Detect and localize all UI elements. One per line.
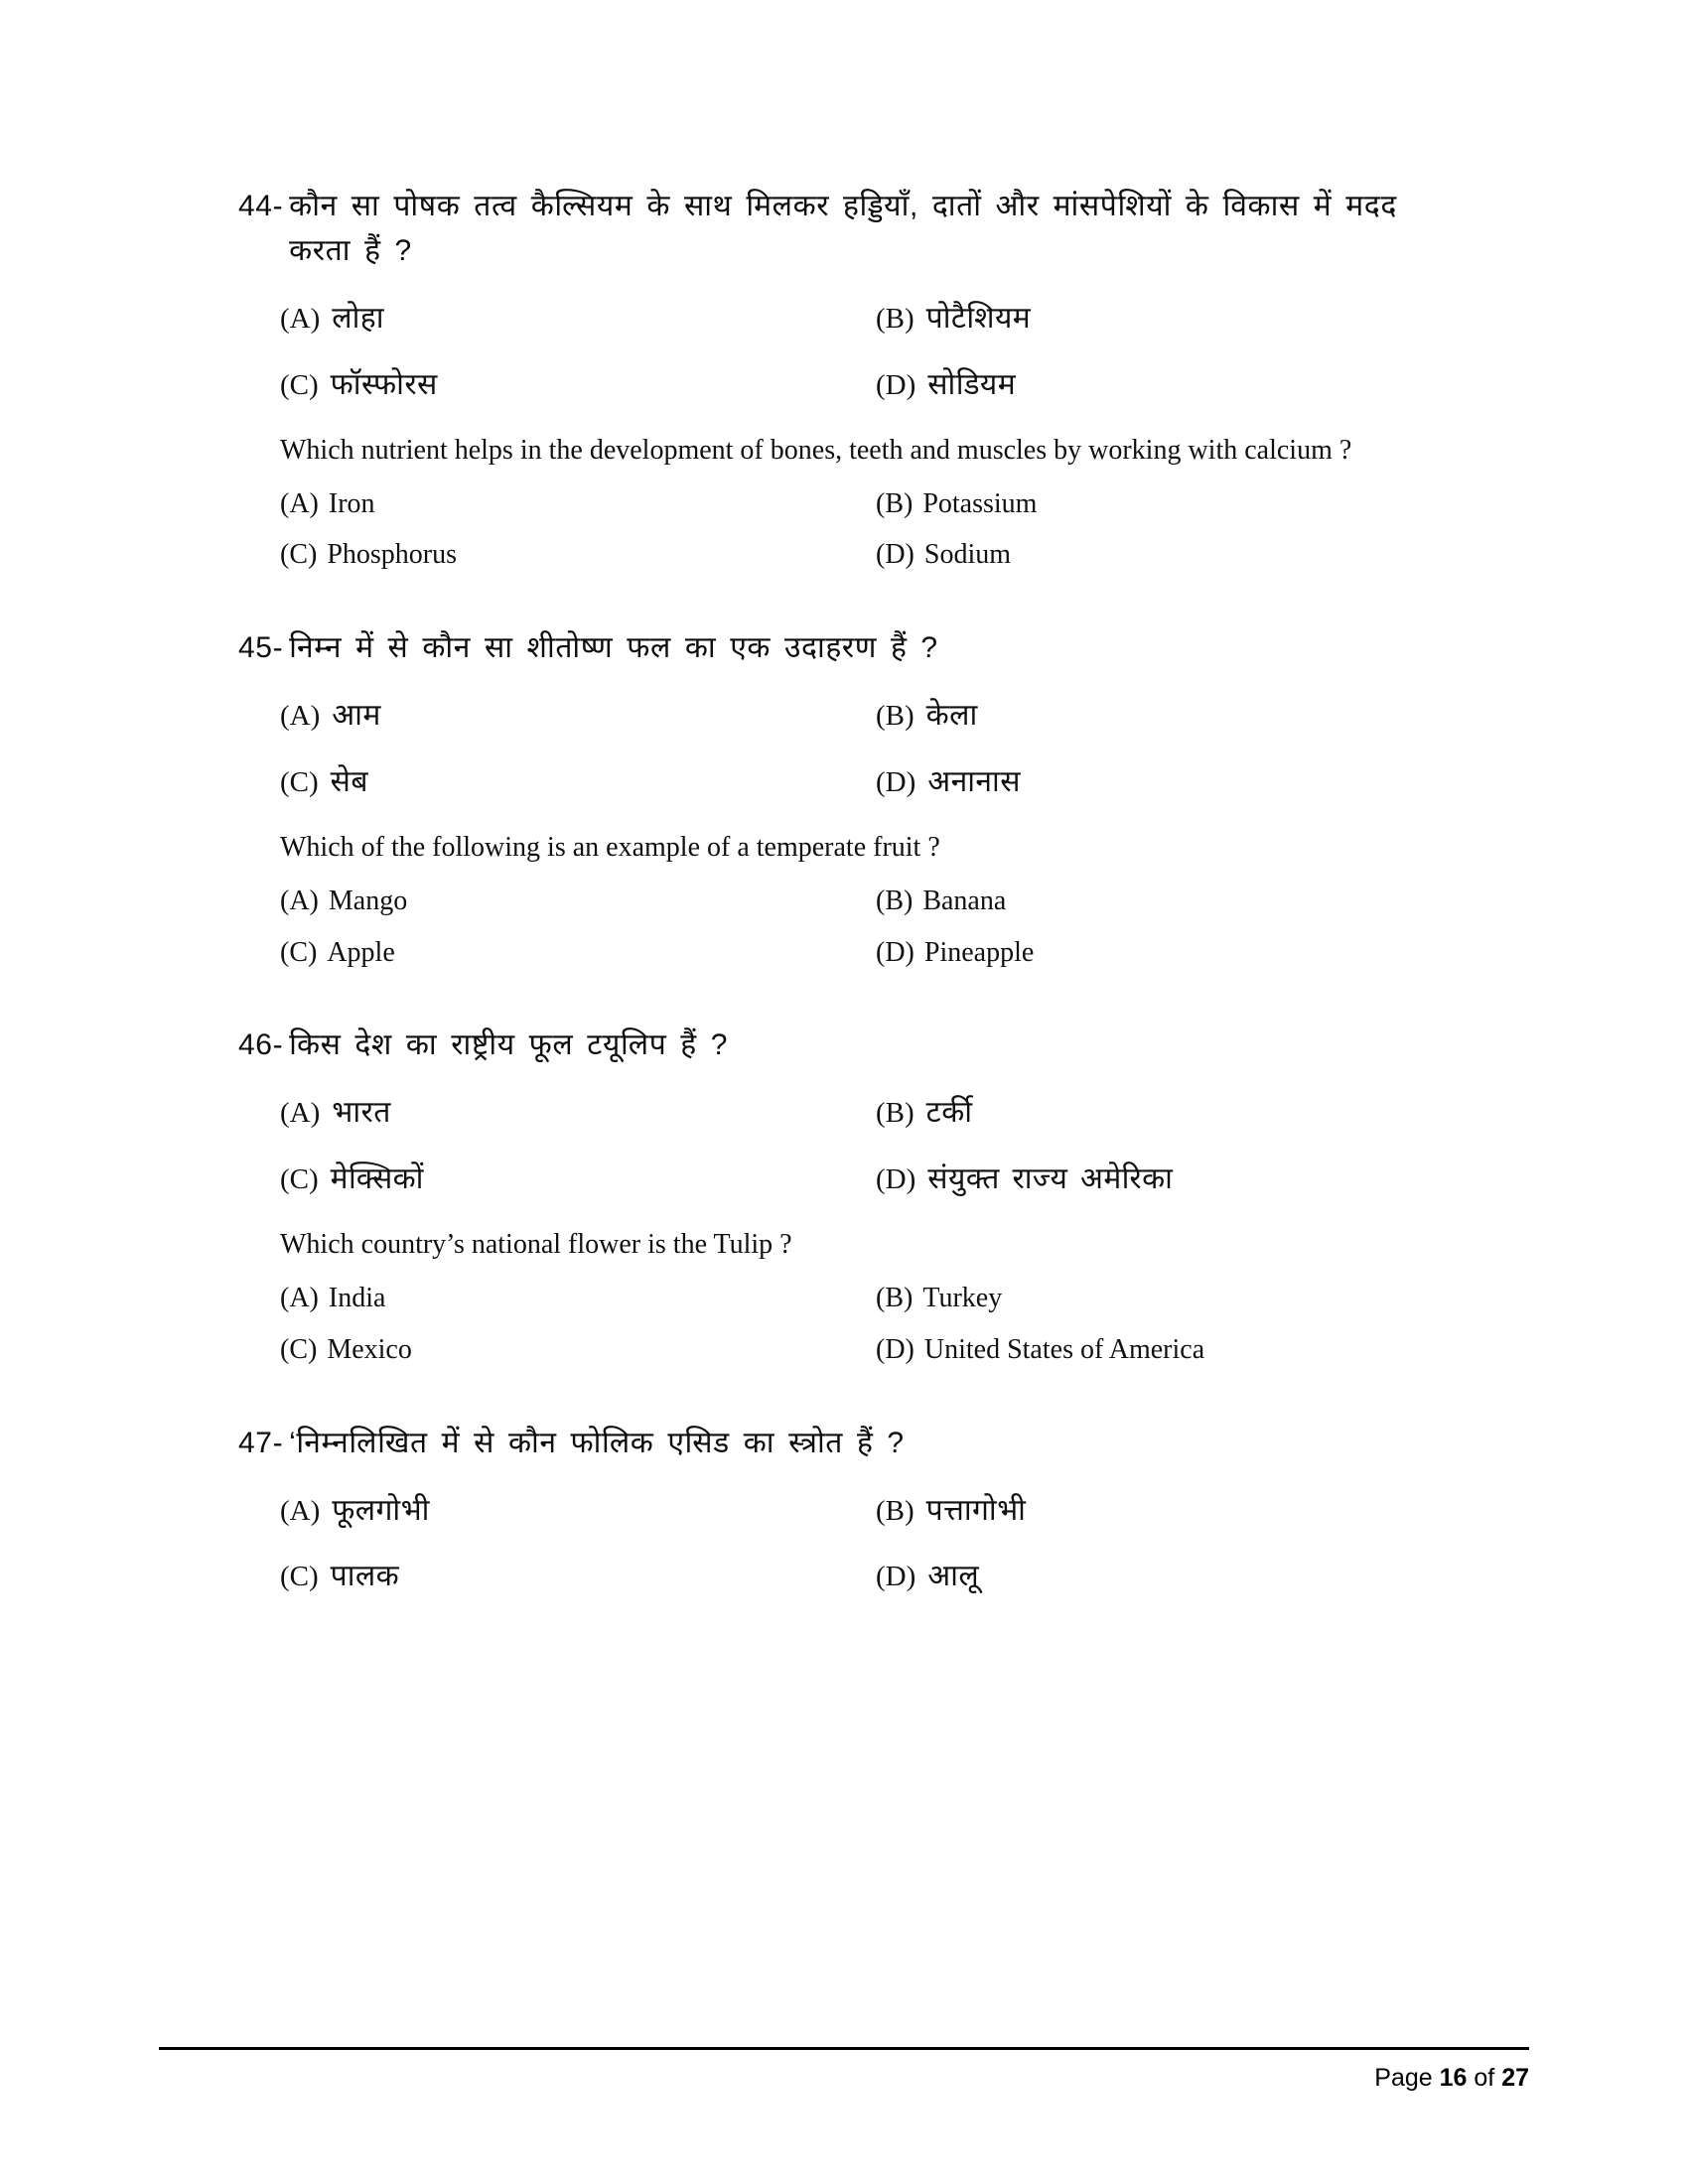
option-text-d: Sodium — [923, 539, 1012, 571]
option-45-english-a[interactable] — [280, 883, 876, 920]
option-text-a: लोहा — [332, 302, 384, 335]
option-text-b: Turkey — [922, 1282, 1003, 1313]
option-47-hindi-a[interactable] — [280, 1491, 876, 1532]
option-label-c: (C) — [280, 1333, 318, 1365]
option-text-d: आलू — [927, 1560, 980, 1593]
option-text-c: Mexico — [327, 1333, 412, 1365]
option-label-b: (B) — [876, 885, 914, 916]
option-46-hindi-c[interactable] — [280, 1160, 876, 1200]
option-46-hindi-d[interactable] — [876, 1160, 1470, 1200]
option-45-hindi-b[interactable] — [876, 696, 1470, 737]
question-hindi-45 — [238, 625, 1470, 670]
option-label-a: (A) — [280, 303, 321, 335]
option-label-d: (D) — [876, 1333, 914, 1365]
option-46-english-a[interactable] — [280, 1280, 876, 1317]
option-label-c: (C) — [280, 539, 318, 571]
option-text-c: पालक — [330, 1560, 400, 1593]
option-label-c: (C) — [280, 368, 319, 401]
option-46-hindi-b[interactable] — [876, 1093, 1470, 1134]
option-text-d: United States of America — [923, 1333, 1205, 1365]
page-footer — [159, 2047, 1529, 2093]
option-45-english-d[interactable] — [876, 934, 1470, 972]
page-current-number: 16 — [1439, 2064, 1468, 2092]
option-44-hindi-d[interactable] — [876, 365, 1470, 406]
option-46-english-b[interactable] — [876, 1280, 1470, 1317]
option-text-c: Apple — [327, 936, 395, 968]
option-row-hindi-46-ab — [280, 1093, 1470, 1134]
option-text-b: पोटैशियम — [925, 302, 1032, 335]
option-label-c: (C) — [280, 1561, 319, 1593]
option-45-hindi-d[interactable] — [876, 762, 1470, 803]
option-text-c: मेक्सिकों — [330, 1161, 424, 1195]
question-hindi-text-46: किस देश का राष्ट्रीय फूल टयूलिप हैं ? — [289, 1028, 729, 1062]
question-number-44: 44- — [238, 190, 284, 222]
option-text-b: केला — [925, 699, 978, 733]
option-label-c: (C) — [280, 936, 318, 968]
question-number-47: 47- — [238, 1426, 284, 1459]
option-label-d: (D) — [876, 765, 916, 798]
option-row-hindi-45-cd — [280, 762, 1470, 803]
option-text-a: Mango — [328, 885, 408, 916]
option-label-a: (A) — [280, 700, 321, 733]
option-text-c: फॉस्फोरस — [330, 367, 438, 401]
option-row-hindi-45-ab — [280, 696, 1470, 737]
option-label-b: (B) — [876, 1494, 914, 1527]
option-47-hindi-c[interactable] — [280, 1557, 876, 1597]
option-label-c: (C) — [280, 765, 319, 798]
page-label-prefix: Page — [1374, 2064, 1433, 2092]
question-block-44 — [238, 184, 1470, 574]
question-block-46 — [238, 1023, 1470, 1368]
option-label-a: (A) — [280, 885, 319, 916]
option-44-hindi-a[interactable] — [280, 299, 876, 340]
option-text-a: आम — [332, 699, 381, 733]
question-number-46: 46- — [238, 1028, 284, 1062]
option-text-d: अनानास — [927, 764, 1021, 798]
option-46-hindi-a[interactable] — [280, 1093, 876, 1134]
question-block-47 — [238, 1421, 1470, 1597]
option-44-hindi-b[interactable] — [876, 299, 1470, 340]
question-english-45: Which of the following is an example of a temperate fruit ? — [280, 832, 940, 864]
option-row-english-46-cd — [280, 1331, 1470, 1369]
option-label-d: (D) — [876, 368, 916, 401]
question-hindi-46 — [238, 1023, 1470, 1067]
page-number-indicator — [159, 2064, 1529, 2093]
question-hindi-44 — [238, 184, 1470, 273]
option-label-a: (A) — [280, 1097, 321, 1130]
question-hindi-text-47: ‘निम्नलिखित में से कौन फोलिक एसिड का स्त्रोत हैं ? — [289, 1426, 905, 1459]
option-44-english-a[interactable] — [280, 485, 876, 523]
option-label-a: (A) — [280, 487, 319, 519]
option-text-d: Pineapple — [923, 936, 1035, 968]
option-label-a: (A) — [280, 1494, 321, 1527]
option-44-hindi-c[interactable] — [280, 365, 876, 406]
option-label-d: (D) — [876, 936, 914, 968]
option-row-english-45-cd — [280, 934, 1470, 972]
option-text-b: Banana — [922, 885, 1007, 916]
option-text-a: India — [328, 1282, 386, 1313]
option-row-hindi-46-cd — [280, 1160, 1470, 1200]
option-text-b: पत्तागोभी — [925, 1493, 1027, 1527]
option-44-english-c[interactable] — [280, 536, 876, 574]
option-row-hindi-44-cd — [280, 365, 1470, 406]
option-44-english-d[interactable] — [876, 536, 1470, 574]
option-44-english-b[interactable] — [876, 485, 1470, 523]
option-label-b: (B) — [876, 303, 914, 335]
option-label-b: (B) — [876, 1282, 914, 1313]
option-row-hindi-44-ab — [280, 299, 1470, 340]
question-hindi-text-44: कौन सा पोषक तत्व कैल्सियम के साथ मिलकर हड्डियाँ, दातों और मांसपेशियों के विकास में मदद करता हैं ? — [289, 190, 1397, 267]
option-46-english-d[interactable] — [876, 1331, 1470, 1369]
option-label-c: (C) — [280, 1162, 319, 1195]
option-text-a: फूलगोभी — [332, 1493, 430, 1527]
option-label-b: (B) — [876, 1097, 914, 1130]
option-row-english-44-cd — [280, 536, 1470, 574]
option-text-a: Iron — [328, 487, 375, 519]
option-label-d: (D) — [876, 539, 914, 571]
option-text-b: Potassium — [922, 487, 1038, 519]
question-list — [238, 184, 1470, 1649]
option-text-c: सेब — [330, 764, 368, 798]
option-45-hindi-c[interactable] — [280, 762, 876, 803]
page-total-number: 27 — [1501, 2064, 1529, 2092]
option-label-b: (B) — [876, 487, 914, 519]
option-text-b: टर्की — [925, 1096, 973, 1130]
question-number-45: 45- — [238, 631, 284, 665]
option-text-a: भारत — [332, 1096, 391, 1130]
question-hindi-47 — [238, 1421, 1470, 1465]
option-47-hindi-b[interactable] — [876, 1491, 1470, 1532]
option-text-d: सोडियम — [927, 367, 1017, 401]
option-label-d: (D) — [876, 1561, 916, 1593]
option-label-d: (D) — [876, 1162, 916, 1195]
option-text-d: संयुक्त राज्य अमेरिका — [927, 1161, 1174, 1195]
question-english-46: Which country’s national flower is the Tulip ? — [280, 1229, 792, 1261]
option-45-english-b[interactable] — [876, 883, 1470, 920]
question-block-45 — [238, 625, 1470, 971]
option-text-c: Phosphorus — [327, 539, 458, 571]
question-hindi-text-45: निम्न में से कौन सा शीतोष्ण फल का एक उदाहरण हैं ? — [289, 631, 938, 665]
footer-divider — [159, 2047, 1529, 2050]
option-row-english-44-ab — [280, 485, 1470, 523]
option-row-english-45-ab — [280, 883, 1470, 920]
question-english-44: Which nutrient helps in the development of bones, teeth and muscles by working with calcium ? — [280, 435, 1352, 466]
option-label-a: (A) — [280, 1282, 319, 1313]
option-45-hindi-a[interactable] — [280, 696, 876, 737]
option-row-hindi-47-ab — [280, 1491, 1470, 1532]
option-46-english-c[interactable] — [280, 1331, 876, 1369]
option-45-english-c[interactable] — [280, 934, 876, 972]
option-row-english-46-ab — [280, 1280, 1470, 1317]
option-47-hindi-d[interactable] — [876, 1557, 1470, 1597]
option-row-hindi-47-cd — [280, 1557, 1470, 1597]
page-label-middle: of — [1474, 2064, 1495, 2092]
option-label-b: (B) — [876, 700, 914, 733]
